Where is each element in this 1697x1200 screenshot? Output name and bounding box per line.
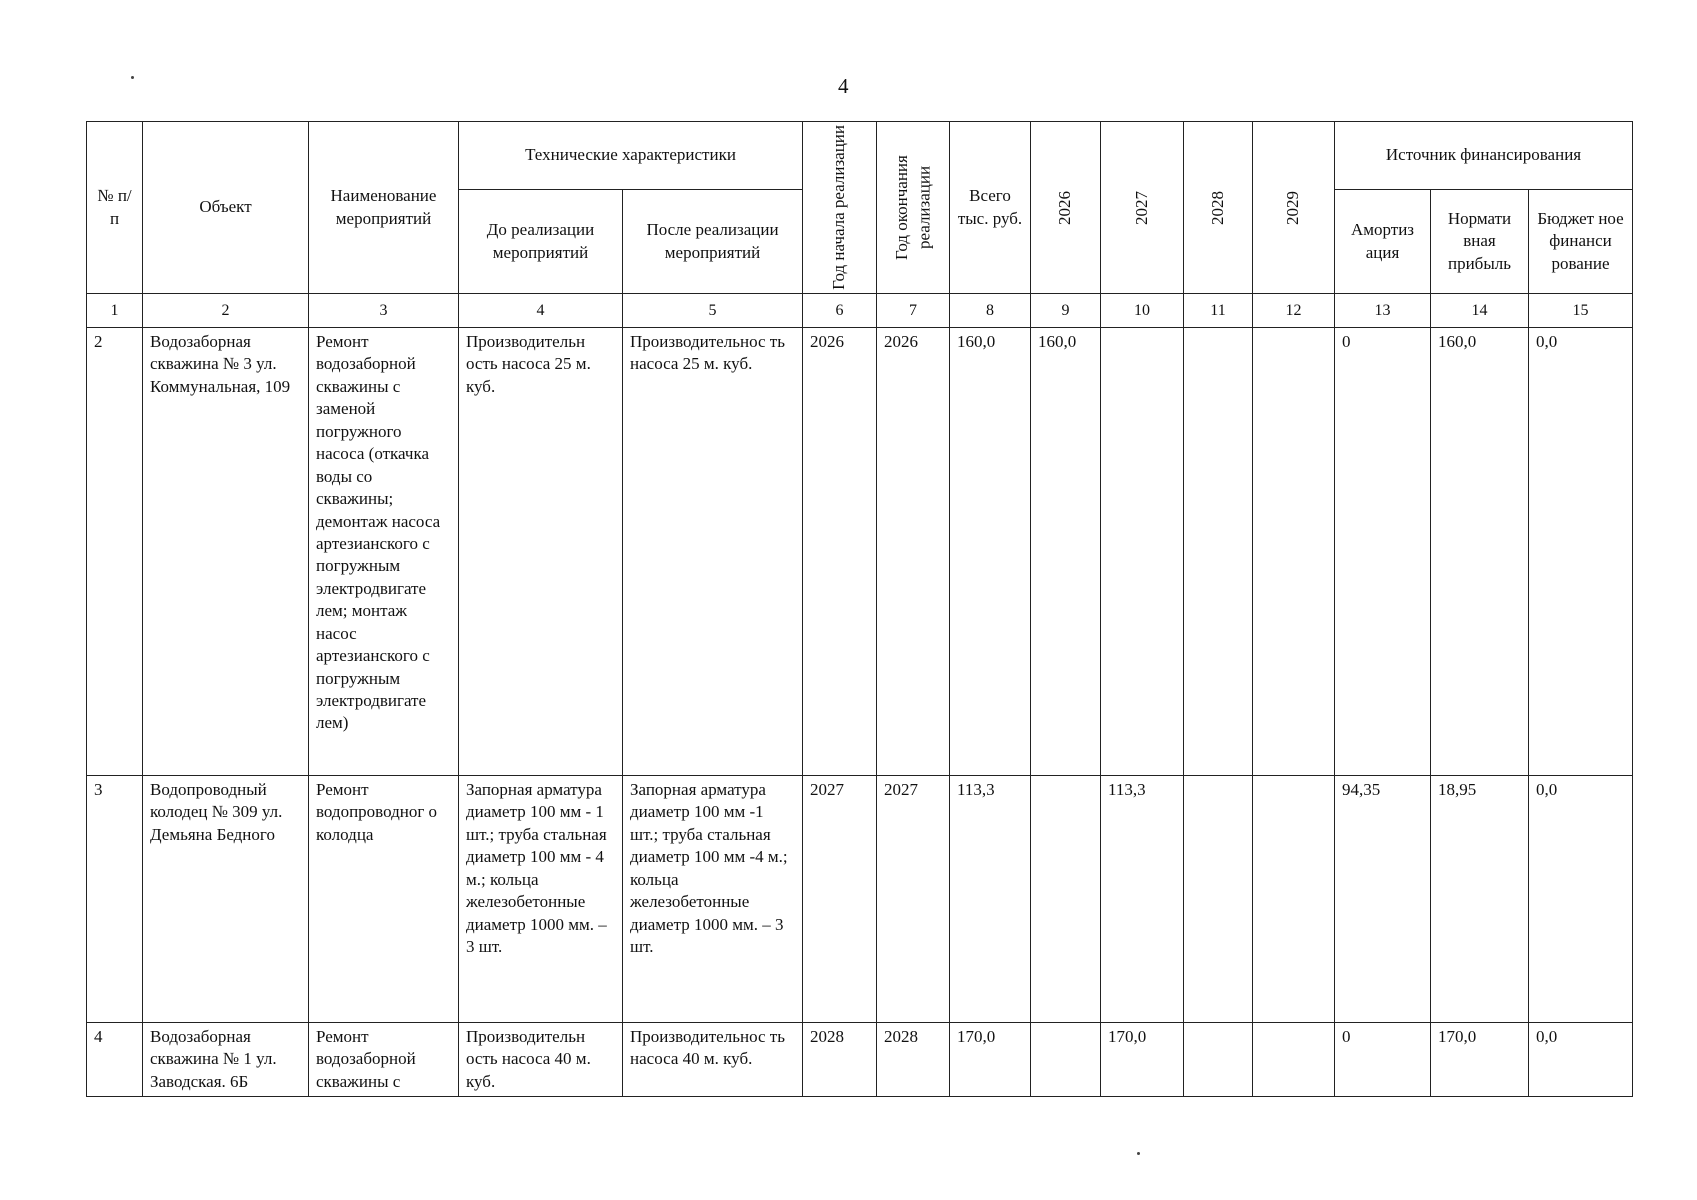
column-number: 3 — [309, 294, 459, 328]
cell-2028 — [1184, 1023, 1253, 1097]
cell-object: Водозаборная скважина № 1 ул. Заводская. 6Б — [143, 1023, 309, 1097]
cell-profit: 170,0 — [1431, 1023, 1529, 1097]
cell-no: 4 — [87, 1023, 143, 1097]
column-number: 13 — [1335, 294, 1431, 328]
column-number: 15 — [1529, 294, 1633, 328]
header-after: После реализации мероприятий — [623, 190, 803, 294]
page-number: 4 — [838, 74, 849, 98]
cell-measure: Ремонт водозаборной скважины с — [309, 1023, 459, 1097]
scan-speck — [1137, 1152, 1140, 1155]
header-2026 — [1031, 122, 1101, 294]
table-row — [87, 328, 1633, 776]
header-start-year-text: Год начала реализации — [829, 125, 849, 290]
column-number: 9 — [1031, 294, 1101, 328]
cell-amort: 0 — [1335, 1023, 1431, 1097]
header-no: № п/п — [87, 122, 143, 294]
column-number: 4 — [459, 294, 623, 328]
cell-after: Запорная арматура диаметр 100 мм -1 шт.; труба стальная диаметр 100 мм -4 м.; кольца железобетонные диаметр 1000 мм. – 3 шт. — [623, 776, 803, 1023]
cell-2026: 160,0 — [1031, 328, 1101, 776]
cell-2026 — [1031, 1023, 1101, 1097]
cell-no: 2 — [87, 328, 143, 776]
cell-before: Производительн ость насоса 25 м. куб. — [459, 328, 623, 776]
header-2027 — [1101, 122, 1184, 294]
column-number: 7 — [877, 294, 950, 328]
header-row-1 — [87, 122, 1633, 190]
column-number: 5 — [623, 294, 803, 328]
cell-end: 2026 — [877, 328, 950, 776]
header-source: Источник финансирования — [1335, 122, 1633, 190]
column-number: 10 — [1101, 294, 1184, 328]
cell-budget: 0,0 — [1529, 328, 1633, 776]
cell-2029 — [1253, 1023, 1335, 1097]
column-number: 14 — [1431, 294, 1529, 328]
cell-after: Производительнос ть насоса 25 м. куб. — [623, 328, 803, 776]
cell-start: 2027 — [803, 776, 877, 1023]
cell-2028 — [1184, 328, 1253, 776]
header-2027-text: 2027 — [1131, 190, 1151, 225]
cell-2029 — [1253, 776, 1335, 1023]
column-number: 11 — [1184, 294, 1253, 328]
cell-amort: 0 — [1335, 328, 1431, 776]
cell-profit: 160,0 — [1431, 328, 1529, 776]
header-start-year — [803, 122, 877, 294]
header-total: Всего тыс. руб. — [950, 122, 1031, 294]
cell-measure: Ремонт водопроводног о колодца — [309, 776, 459, 1023]
column-number: 12 — [1253, 294, 1335, 328]
header-tech: Технические характеристики — [459, 122, 803, 190]
cell-2029 — [1253, 328, 1335, 776]
cell-start: 2028 — [803, 1023, 877, 1097]
header-budget: Бюджет ное финанси рование — [1529, 190, 1633, 294]
cell-total: 113,3 — [950, 776, 1031, 1023]
cell-end: 2027 — [877, 776, 950, 1023]
cell-2026 — [1031, 776, 1101, 1023]
cell-budget: 0,0 — [1529, 1023, 1633, 1097]
cell-object: Водопроводный колодец № 309 ул. Демьяна Бедного — [143, 776, 309, 1023]
cell-total: 160,0 — [950, 328, 1031, 776]
cell-profit: 18,95 — [1431, 776, 1529, 1023]
column-number: 2 — [143, 294, 309, 328]
cell-2027 — [1101, 328, 1184, 776]
header-2028-text: 2028 — [1207, 190, 1227, 225]
table-row — [87, 776, 1633, 1023]
header-end-year-text: Год окончания реализации — [891, 155, 933, 260]
cell-no: 3 — [87, 776, 143, 1023]
cell-before: Запорная арматура диаметр 100 мм - 1 шт.; труба стальная диаметр 100 мм - 4 м.; кольца железобетонные диаметр 1000 мм. – 3 шт. — [459, 776, 623, 1023]
header-2029-text: 2029 — [1283, 190, 1303, 225]
header-amort: Амортиз ация — [1335, 190, 1431, 294]
header-end-year — [877, 122, 950, 294]
header-object: Объект — [143, 122, 309, 294]
column-number: 6 — [803, 294, 877, 328]
cell-2027: 170,0 — [1101, 1023, 1184, 1097]
cell-measure: Ремонт водозаборной скважины с заменой погружного насоса (откачка воды со скважины; демонтаж насоса артезианского с погружным электродвигате лем; монтаж насос артезианского с погружным электродвигате лем) — [309, 328, 459, 776]
header-measure: Наименование мероприятий — [309, 122, 459, 294]
header-2026-text: 2026 — [1055, 190, 1075, 225]
column-number-row — [87, 294, 1633, 328]
cell-budget: 0,0 — [1529, 776, 1633, 1023]
cell-after: Производительнос ть насоса 40 м. куб. — [623, 1023, 803, 1097]
column-number: 1 — [87, 294, 143, 328]
header-2028 — [1184, 122, 1253, 294]
investment-table — [86, 121, 1633, 1097]
header-2029 — [1253, 122, 1335, 294]
header-profit: Нормати вная прибыль — [1431, 190, 1529, 294]
cell-start: 2026 — [803, 328, 877, 776]
cell-2028 — [1184, 776, 1253, 1023]
column-number: 8 — [950, 294, 1031, 328]
cell-before: Производительн ость насоса 40 м. куб. — [459, 1023, 623, 1097]
cell-end: 2028 — [877, 1023, 950, 1097]
cell-total: 170,0 — [950, 1023, 1031, 1097]
table-row — [87, 1023, 1633, 1097]
header-before: До реализации мероприятий — [459, 190, 623, 294]
cell-2027: 113,3 — [1101, 776, 1184, 1023]
scan-speck — [131, 76, 134, 79]
cell-object: Водозаборная скважина № 3 ул. Коммунальная, 109 — [143, 328, 309, 776]
cell-amort: 94,35 — [1335, 776, 1431, 1023]
